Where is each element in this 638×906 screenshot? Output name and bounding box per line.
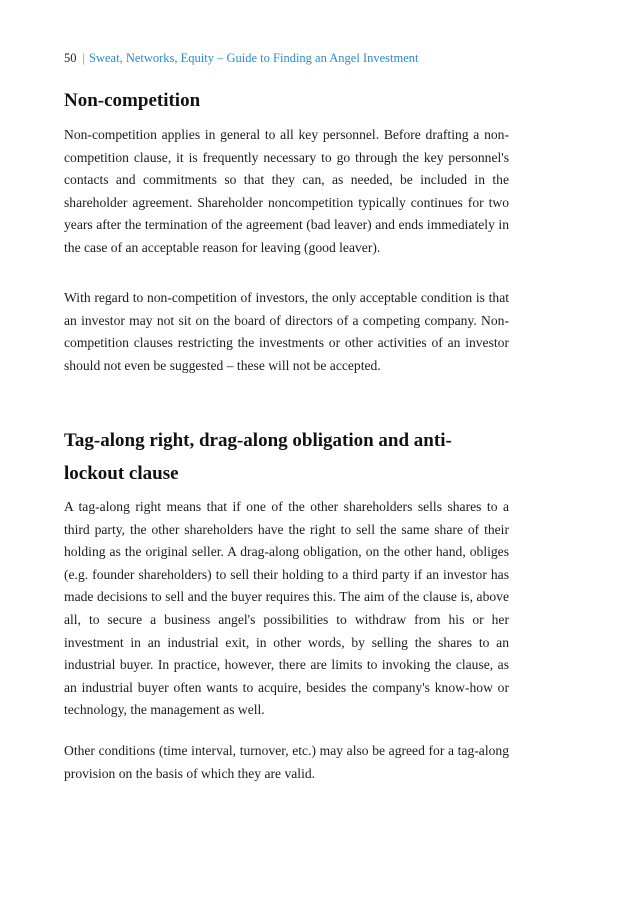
paragraph: With regard to non-competition of investors, the only acceptable condition is that an investor may not sit on the board of directors of a competing company. Non-competition clauses restricting the investments or other activities of an investor should not even be suggested – these will not be accepted. <box>64 290 509 373</box>
section-heading-non-competition: Non-competition <box>64 90 201 111</box>
page-number: 50 <box>64 51 77 65</box>
book-title: Sweat, Networks, Equity – Guide to Finding an Angel Investment <box>89 51 419 65</box>
paragraph: Non-competition applies in general to all key personnel. Before drafting a non-competition clause, it is frequently necessary to go through the key personnel's contacts and commitments so that they can, as needed, be included in the shareholder agreement. Shareholder noncompetition typically continues for two years after the termination of the agreement (bad leaver) and ends immediately in the case of an acceptable reason for leaving (good leaver). <box>64 127 509 255</box>
running-header <box>64 50 509 66</box>
paragraph: Other conditions (time interval, turnover, etc.) may also be agreed for a tag-along provision on the basis of which they are valid. <box>64 743 509 781</box>
section-heading-tag-along: Tag-along right, drag-along obligation and anti-lockout clause <box>64 430 452 484</box>
paragraph: A tag-along right means that if one of the other shareholders sells shares to a third party, the other shareholders have the right to sell the same share of their holding as the original seller. A drag-along obligation, on the other hand, obliges (e.g. founder shareholders) to sell their holding to a third party if an investor has made decisions to sell and the buyer requires this. The aim of the clause is, above all, to secure a business angel's possibilities to withdraw from his or her investment in an industrial exit, in other words, by selling the shares to an industrial buyer. In practice, however, there are limits to invoking the clause, as an industrial buyer often wants to acquire, besides the company's know-how or technology, the management as well. <box>64 499 509 718</box>
header-separator: | <box>82 51 86 65</box>
